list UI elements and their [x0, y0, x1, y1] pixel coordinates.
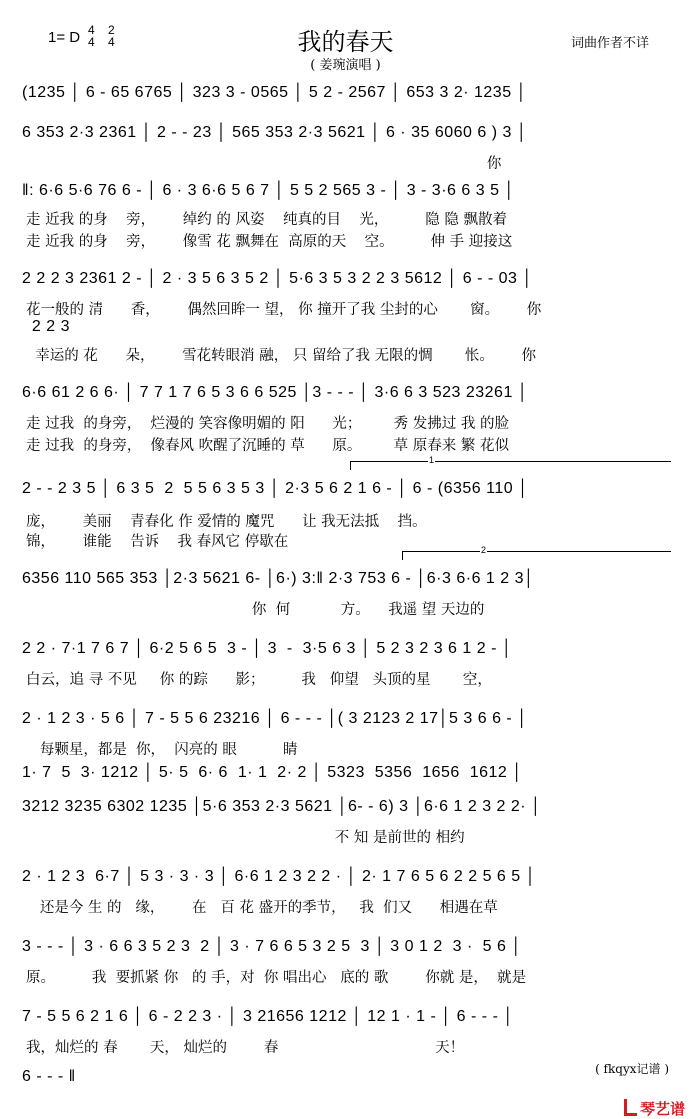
- lyric-line: 走 近我 的身 旁， 像雪 花 飘舞在 高原的天 空。 伸 手 迎接这: [26, 234, 513, 250]
- lyric-line: 我，灿烂的 春 天， 灿烂的 春 天！: [26, 1040, 465, 1056]
- notation-line: 6·6 61 2 6 6· │ 7 7 1 7 6 5 3 6 6 525 │3 - - - │ 3·6 6 3 523 23261 │: [22, 384, 529, 401]
- lyric-line: 幸运的 花 朵， 雪花转眼消 融， 只 留给了我 无限的惆 怅。 你: [26, 348, 536, 364]
- notation-line: (1235 │ 6 - 65 6765 │ 323 3 - 0565 │ 5 2 - 2567 │ 653 3 2· 1235 │: [22, 84, 528, 101]
- lyric-line: 不 知 是前世的 相约: [26, 830, 465, 846]
- lyric-line: 你: [26, 156, 502, 172]
- volta-number: 2: [481, 545, 487, 555]
- notation-line: ‖: 6·6 5·6 76 6 - │ 6 · 3 6·6 5 6 7 │ 5 5 2 565 3 - │ 3 - 3·6 6 3 5 │: [22, 182, 515, 199]
- time-signature-top: 4: [88, 23, 95, 37]
- transcriber-credit: ( fkqyx记谱 ): [595, 1062, 669, 1076]
- lyric-line: 走 过我 的身旁， 像春风 吹醒了沉睡的 草 原。 草 原春来 繁 花似: [26, 438, 510, 454]
- time-signature-bottom: 4: [108, 35, 115, 49]
- notation-line: 2 - - 2 3 5 │ 6 3 5 2 5 5 6 3 5 3 │ 2·3 5 6 2 1 6 - │ 6 - (6356 110 │: [22, 480, 529, 497]
- singer-credit: ( 姜琬演唱 ): [310, 58, 381, 73]
- lyric-line: 每颗星，都是 你， 闪亮的 眼 睛: [26, 742, 298, 758]
- volta-bracket: [402, 551, 671, 560]
- notation-line: 6 - - - ‖: [22, 1068, 76, 1085]
- lyric-line: 原。 我 要抓紧 你 的 手，对 你 唱出心 底的 歌 你就 是， 就是: [26, 970, 527, 986]
- time-signature-top: 2: [108, 23, 115, 37]
- notation-line: 2 2 · 7·1 7 6 7 │ 6·2 5 6 5 3 - │ 3 - 3·5 6 3 │ 5 2 3 2 3 6 1 2 - │: [22, 640, 513, 657]
- lyric-line: 花一般的 清 香， 偶然回眸一 望， 你 撞开了我 尘封的心 窗。 你: [26, 302, 542, 318]
- notation-line: 1· 7 5 3· 1212 │ 5· 5 6· 6 1· 1 2· 2 │ 5323 5356 1656 1612 │: [22, 764, 523, 781]
- time-signature-bottom: 4: [88, 35, 95, 49]
- volta-number: 1: [429, 455, 435, 465]
- volta-bracket: [350, 461, 671, 470]
- notation-line: 3212 3235 6302 1235 │5·6 353 2·3 5621 │6- - 6) 3 │6·6 1 2 3 2 2· │: [22, 798, 542, 815]
- song-title: 我的春天: [297, 28, 394, 56]
- logo-mark-icon: [624, 1099, 637, 1116]
- notation-line: 3 - - - │ 3 · 6 6 3 5 2 3 2 │ 3 · 7 6 6 5 3 2 5 3 │ 3 0 1 2 3 · 5 6 │: [22, 938, 522, 955]
- composer-credit: 词曲作者不详: [570, 36, 649, 51]
- logo-text: 琴艺谱: [639, 1100, 685, 1118]
- lyric-line: 还是今 生 的 缘， 在 百 花 盛开的季节， 我 们又 相遇在草: [26, 900, 498, 916]
- notation-line: 2 2 3: [22, 318, 70, 335]
- notation-line: 2 · 1 2 3 · 5 6 │ 7 - 5 5 6 23216 │ 6 - - - │( 3 2123 2 17│5 3 6 6 - │: [22, 710, 528, 727]
- notation-line: 7 - 5 5 6 2 1 6 │ 6 - 2 2 3 · │ 3 21656 1212 │ 12 1 · 1 - │ 6 - - - │: [22, 1008, 514, 1025]
- lyric-line: 锦， 谁能 告诉 我 春风它 停歇在: [26, 534, 289, 550]
- notation-line: 6356 110 565 353 │2·3 5621 6- │6·) 3:‖ 2·3 753 6 - │6·3 6·6 1 2 3│: [22, 570, 535, 587]
- notation-line: 2 2 2 3 2361 2 - │ 2 · 3 5 6 3 5 2 │ 5·6 3 5 3 2 2 3 5612 │ 6 - - 03 │: [22, 270, 533, 287]
- lyric-line: 庞， 美丽 青春化 作 爱情的 魔咒 让 我无法抵 挡。: [26, 514, 427, 530]
- notation-line: 6 353 2·3 2361 │ 2 - - 23 │ 565 353 2·3 5621 │ 6 · 35 6060 6 ) 3 │: [22, 124, 528, 141]
- lyric-line: 走 近我 的身 旁， 绰约 的 风姿 纯真的目 光， 隐 隐 飘散着: [26, 212, 507, 228]
- lyric-line: 白云，追 寻 不见 你 的踪 影； 我 仰望 头顶的星 空，: [26, 672, 492, 688]
- site-logo: [614, 1080, 685, 1119]
- lyric-line: 你 何 方。 我遥 望 天边的: [26, 602, 485, 618]
- lyric-line: 走 过我 的身旁， 烂漫的 笑容像明媚的 阳 光； 秀 发拂过 我 的脸: [26, 416, 510, 432]
- key-signature: 1= D: [48, 29, 81, 46]
- notation-line: 2 · 1 2 3 6·7 │ 5 3 · 3 · 3 │ 6·6 1 2 3 2 2 · │ 2· 1 7 6 5 6 2 2 5 6 5 │: [22, 868, 537, 885]
